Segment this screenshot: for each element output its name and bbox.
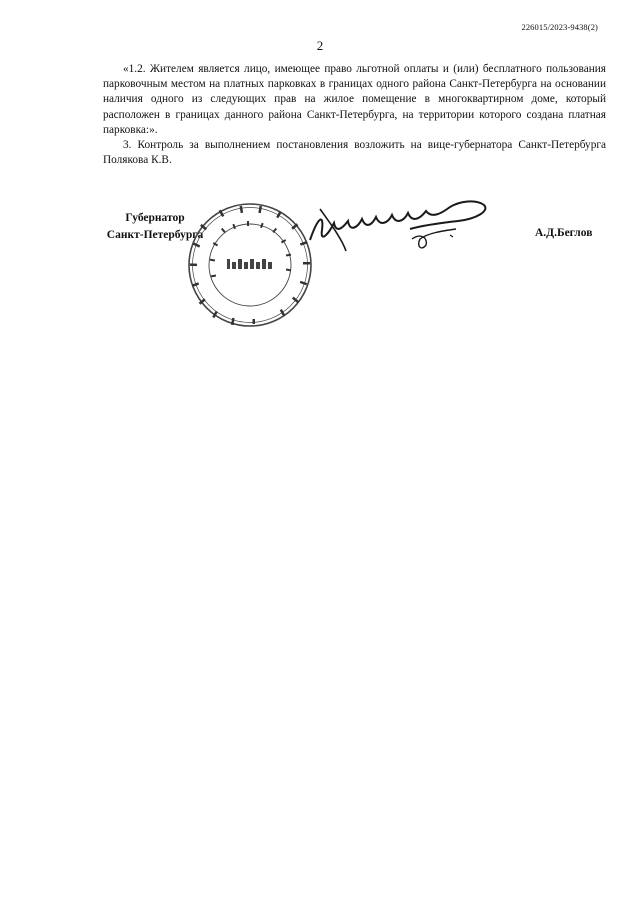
signer-position-line2: Санкт-Петербурга	[106, 229, 204, 241]
document-registration-number: 226015/2023-9438(2)	[521, 22, 598, 32]
signer-name: А.Д.Беглов	[535, 227, 593, 239]
official-seal-stamp	[185, 200, 315, 330]
handwritten-signature	[300, 195, 500, 260]
paragraph-definition-of-resident: «1.2. Жителем является лицо, имеющее право льготной оплаты и (или) бесплатного пользования парковочным местом на платных парковках в границах одного района Санкт-Петербурга на основании наличия одного из следующих прав на жилое помещение в многоквартирном доме, который расположен в границах данного района Санкт-Петербурга, на территории которого создана платная парковка:».	[103, 63, 606, 136]
document-body	[103, 62, 606, 168]
signer-position-line1: Губернатор	[125, 212, 185, 224]
paragraph-control-clause: 3. Контроль за выполнением постановления возложить на вице-губернатора Санкт-Петербурга Полякова К.В.	[103, 139, 606, 167]
page-number: 2	[316, 38, 324, 53]
